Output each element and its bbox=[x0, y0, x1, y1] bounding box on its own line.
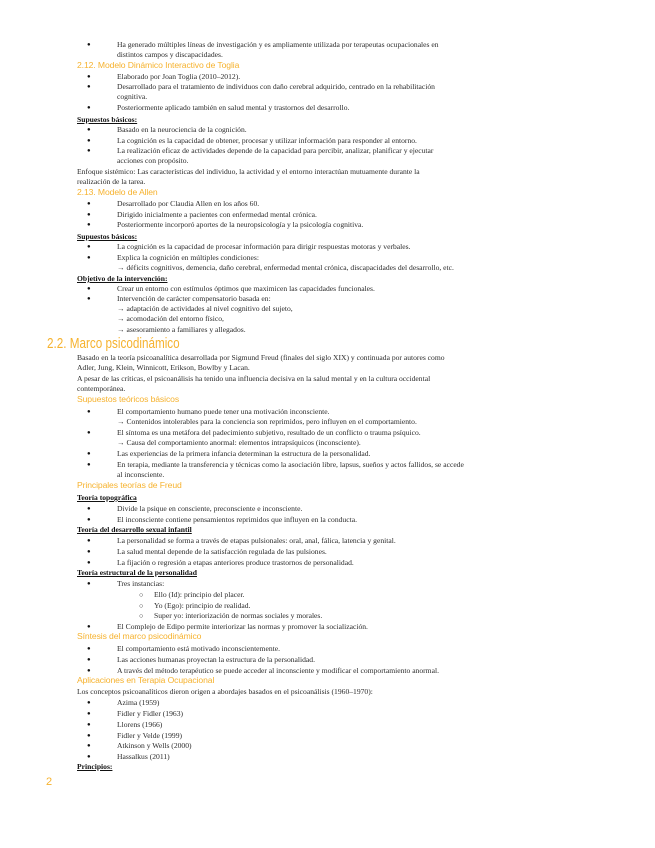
underlined-label: Objetivo de la intervención: bbox=[77, 274, 168, 283]
bullet-item: ● El comportamiento está motivado inconscientemente. bbox=[117, 644, 280, 654]
bullet-item: ● Llorens (1966) bbox=[117, 720, 162, 730]
bullet-item: ● A través del método terapéutico se puede acceder al inconsciente y modificar el comportamiento anormal. bbox=[117, 666, 439, 676]
bullet-item: ● Fidler y Fidler (1963) bbox=[117, 709, 183, 719]
subsection-heading: Principales teorías de Freud bbox=[77, 480, 182, 490]
text-line: → acomodación del entorno físico, bbox=[117, 314, 224, 323]
text-line: A pesar de las críticas, el psicoanálisis ha tenido una influencia decisiva en la salud mental y en la cultura occidental bbox=[77, 374, 431, 383]
sub-bullet-item: ○ Yo (Ego): principio de realidad. bbox=[154, 601, 250, 611]
bullet-item: ● Explica la cognición en múltiples condiciones: bbox=[117, 253, 259, 263]
text-line: realización de la tarea. bbox=[77, 177, 146, 186]
underlined-label: Teoría estructural de la personalidad bbox=[77, 568, 197, 577]
sub-bullet-item: ○ Super yo: interiorización de normas sociales y morales. bbox=[154, 611, 322, 621]
text-line: → adaptación de actividades al nivel cognitivo del sujeto, bbox=[117, 304, 293, 313]
text-line: cognitiva. bbox=[117, 92, 148, 101]
bullet-item: ● Ha generado múltiples líneas de investigación y es ampliamente utilizada por terapeutas ocupacionales en bbox=[117, 40, 439, 50]
underlined-label: Supuestos básicos: bbox=[77, 115, 138, 124]
bullet-item: ● Crear un entorno con estímulos óptimos que maximicen las capacidades funcionales. bbox=[117, 284, 375, 294]
bullet-item: ● La personalidad se forma a través de etapas pulsionales: oral, anal, fálica, latencia y genital. bbox=[117, 536, 396, 546]
underlined-label: Supuestos básicos: bbox=[77, 232, 138, 241]
sub-bullet-item: ○ Ello (Id): principio del placer. bbox=[154, 590, 244, 600]
bullet-item: ● Divide la psique en consciente, preconsciente e inconsciente. bbox=[117, 504, 302, 514]
underlined-label: Teoría topográfica bbox=[77, 493, 137, 502]
bullet-item: ● Basado en la neurociencia de la cognición. bbox=[117, 125, 247, 135]
subsection-heading: Supuestos teóricos básicos bbox=[77, 394, 180, 404]
bullet-item: ● Intervención de carácter compensatorio basada en: bbox=[117, 294, 271, 304]
bullet-item: ● Las experiencias de la primera infancia determinan la estructura de la personalidad. bbox=[117, 449, 370, 459]
subsection-heading: 2.12. Modelo Dinámico Interactivo de Toglia bbox=[77, 60, 240, 70]
text-line: Basado en la teoría psicoanalítica desarrollada por Sigmund Freud (finales del siglo XIX) y continuada por autores como bbox=[77, 353, 445, 362]
section-heading: 2.2. Marco psicodinámico bbox=[47, 335, 180, 352]
bullet-item: ● Posteriormente aplicado también en salud mental y trastornos del desarrollo. bbox=[117, 103, 349, 113]
bullet-item: ● La salud mental depende de la satisfacción regulada de las pulsiones. bbox=[117, 547, 327, 557]
bullet-item: ● El síntoma es una metáfora del padecimiento subjetivo, resultado de un conflicto o trauma psíquico. bbox=[117, 428, 421, 438]
bullet-item: ● En terapia, mediante la transferencia y técnicas como la asociación libre, lapsus, sueños y actos fallidos, se accede bbox=[117, 460, 464, 470]
subsection-heading: 2.13. Modelo de Allen bbox=[77, 187, 158, 197]
text-line: al inconsciente. bbox=[117, 470, 165, 479]
bullet-item: ● El inconsciente contiene pensamientos reprimidos que influyen en la conducta. bbox=[117, 515, 357, 525]
text-line: Enfoque sistémico: Las características del individuo, la actividad y el entorno interactúan mutuamente durante la bbox=[77, 167, 420, 176]
bullet-item: ● El Complejo de Edipo permite interiorizar las normas y promover la socialización. bbox=[117, 622, 368, 632]
text-line: → Causa del comportamiento anormal: elementos intrapsíquicos (inconsciente). bbox=[117, 438, 361, 447]
bullet-item: ● Fidler y Velde (1999) bbox=[117, 731, 182, 741]
bullet-item: ● El comportamiento humano puede tener una motivación inconsciente. bbox=[117, 407, 330, 417]
bullet-item: ● Atkinson y Wells (2000) bbox=[117, 741, 192, 751]
text-line: distintos campos y discapacidades. bbox=[117, 50, 223, 59]
bullet-item: ● Dirigido inicialmente a pacientes con enfermedad mental crónica. bbox=[117, 210, 317, 220]
text-line: contemporánea. bbox=[77, 384, 126, 393]
text-line: → asesoramiento a familiares y allegados. bbox=[117, 325, 246, 334]
underlined-label: Principios: bbox=[77, 762, 113, 771]
text-line: Los conceptos psicoanalíticos dieron origen a abordajes basados en el psicoanálisis (1960–1970): bbox=[77, 687, 373, 696]
bullet-item: ● La realización eficaz de actividades depende de la capacidad para percibir, analizar, planificar y ejecutar bbox=[117, 146, 433, 156]
underlined-label: Teoría del desarrollo sexual infantil bbox=[77, 525, 192, 534]
bullet-item: ● Posteriormente incorporó aportes de la neuropsicología y la psicología cognitiva. bbox=[117, 220, 363, 230]
text-line: acciones con propósito. bbox=[117, 156, 189, 165]
bullet-item: ● Desarrollado por Claudia Allen en los años 60. bbox=[117, 199, 259, 209]
text-line: → déficits cognitivos, demencia, daño cerebral, enfermedad mental crónica, discapacidades del desarrollo, etc. bbox=[117, 263, 454, 272]
subsection-heading: Aplicaciones en Terapia Ocupacional bbox=[77, 675, 215, 685]
bullet-item: ● La cognición es la capacidad de procesar información para dirigir respuestas motoras y verbales. bbox=[117, 242, 411, 252]
bullet-item: ● La cognición es la capacidad de obtener, procesar y utilizar información para responder al entorno. bbox=[117, 136, 417, 146]
text-line: Adler, Jung, Klein, Winnicott, Erikson, Bowlby y Lacan. bbox=[77, 363, 250, 372]
page-number: 2 bbox=[46, 776, 53, 788]
text-line: → Contenidos intolerables para la conciencia son reprimidos, pero influyen en el comportamiento. bbox=[117, 417, 417, 426]
bullet-item: ● Las acciones humanas proyectan la estructura de la personalidad. bbox=[117, 655, 315, 665]
bullet-item: ● Elaborado por Joan Toglia (2010–2012). bbox=[117, 72, 240, 82]
bullet-item: ● Tres instancias: bbox=[117, 579, 164, 589]
bullet-item: ● Desarrollado para el tratamiento de individuos con daño cerebral adquirido, centrado en la rehabilitación bbox=[117, 82, 435, 92]
subsection-heading: Síntesis del marco psicodinámico bbox=[77, 631, 202, 641]
bullet-item: ● Azima (1959) bbox=[117, 698, 159, 708]
bullet-item: ● Hassalkus (2011) bbox=[117, 752, 170, 762]
bullet-item: ● La fijación o regresión a etapas anteriores produce trastornos de personalidad. bbox=[117, 558, 354, 568]
